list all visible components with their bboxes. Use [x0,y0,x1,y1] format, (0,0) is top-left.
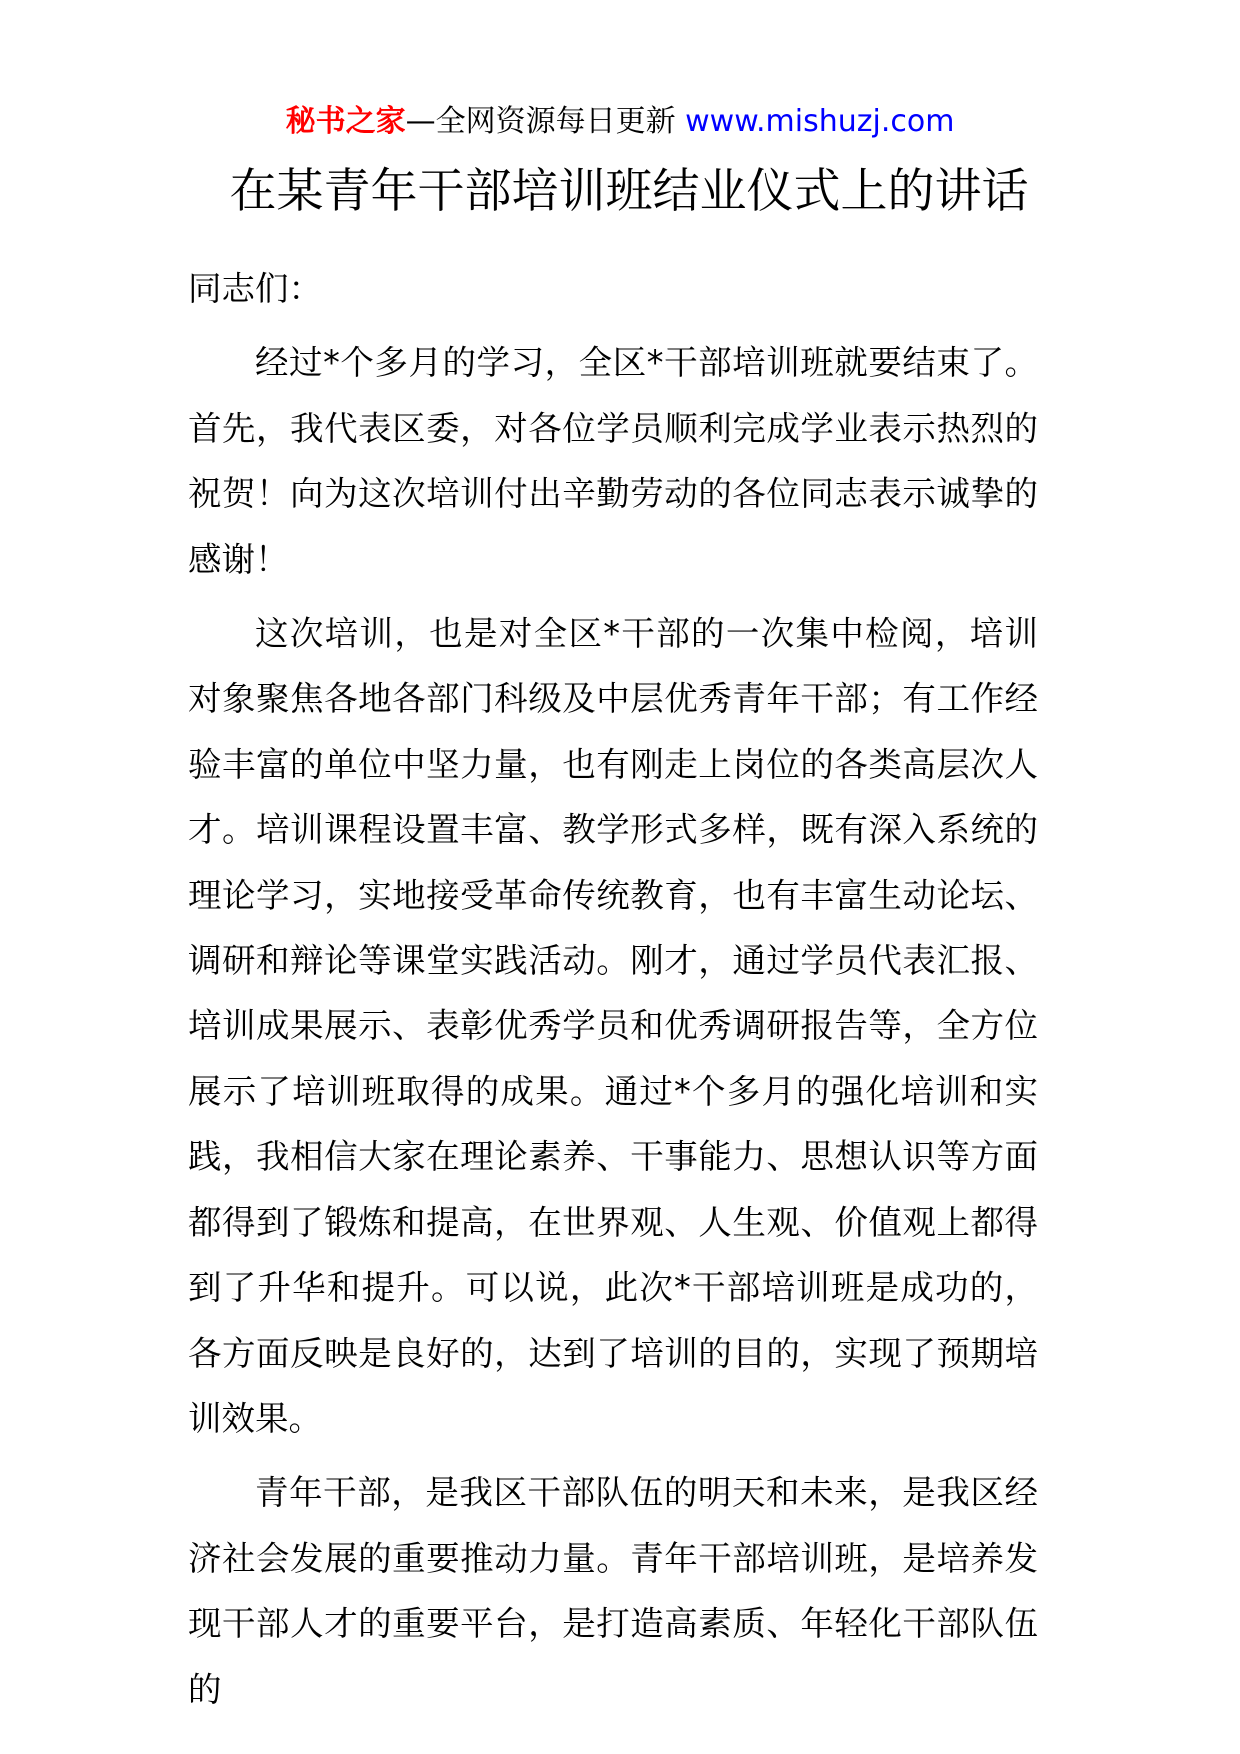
paragraph-2: 这次培训，也是对全区*干部的一次集中检阅，培训对象聚焦各地各部门科级及中层优秀青年干部；有工作经验丰富的单位中坚力量，也有刚走上岗位的各类高层次人才。培训课程设置丰富、教学形式多样，既有深入系统的理论学习，实地接受革命传统教育，也有丰富生动论坛、调研和辩论等课堂实践活动。刚才，通过学员代表汇报、培训成果展示、表彰优秀学员和优秀调研报告等，全方位展示了培训班取得的成果。通过*个多月的强化培训和实践，我相信大家在理论素养、干事能力、思想认识等方面都得到了锻炼和提高，在世界观、人生观、价值观上都得到了升华和提升。可以说，此次*干部培训班是成功的，各方面反映是良好的，达到了培训的目的，实现了预期培训效果。 [188,614,1038,1438]
document-body [188,256,1038,1731]
paragraph-1: 经过*个多月的学习，全区*干部培训班就要结束了。首先，我代表区委，对各位学员顺利完成学业表示热烈的祝贺！向为这次培训付出辛勤劳动的各位同志表示诚挚的感谢！ [188,343,1038,579]
paragraph-3: 青年干部，是我区干部队伍的明天和未来，是我区经济社会发展的重要推动力量。青年干部培训班，是培养发现干部人才的重要平台，是打造高素质、年轻化干部队伍的 [188,1473,1038,1709]
salutation: 同志们： [188,269,322,308]
document-title: 在某青年干部培训班结业仪式上的讲话 [229,164,1029,219]
site-header [0,100,1240,144]
header-tagline: —全网资源每日更新 [405,104,676,139]
brand-name: 秘书之家 [285,104,406,139]
site-url-link[interactable]: www.mishuzj.com [685,104,955,139]
